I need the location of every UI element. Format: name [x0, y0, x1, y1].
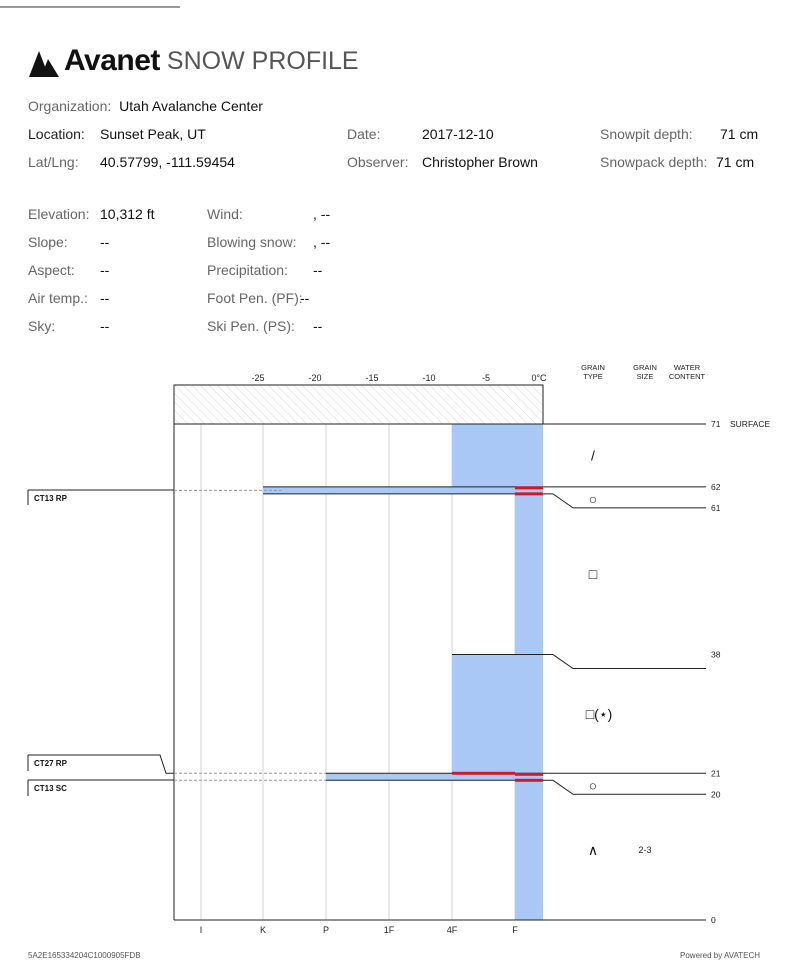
- blowing-snow-label: Blowing snow:: [207, 234, 297, 250]
- sky-label: Sky:: [28, 318, 56, 334]
- ski-pen-value: --: [313, 318, 323, 334]
- weak-layer-marker: [515, 779, 543, 782]
- layer-boundary-connector: [553, 780, 706, 794]
- hardness-axis-label: 1F: [383, 925, 395, 935]
- wind-label: Wind:: [207, 206, 243, 222]
- weak-layer-marker: [515, 492, 543, 495]
- grain-type-symbol: ∧: [587, 842, 599, 859]
- grain-type-symbol: /: [591, 447, 595, 464]
- temp-tick-label: -25: [251, 373, 265, 383]
- latlng-label: Lat/Lng:: [28, 154, 79, 170]
- hatched-header: [174, 385, 543, 424]
- aspect-value: --: [100, 262, 110, 278]
- surface-label: SURFACE: [730, 419, 771, 429]
- hardness-axis-label: P: [322, 925, 330, 935]
- temp-zero-label: 0°C: [531, 373, 547, 383]
- depth-label: 0: [711, 915, 716, 925]
- precipitation-value: --: [313, 262, 323, 278]
- slope-value: --: [100, 234, 110, 250]
- column-header-water-content: CONTENT: [668, 372, 706, 381]
- organization-value: Utah Avalanche Center: [119, 98, 263, 114]
- column-header-grain-type: GRAIN: [581, 363, 605, 372]
- elevation-value: 10,312 ft: [100, 206, 155, 222]
- ski-pen-label: Ski Pen. (PS):: [207, 318, 295, 334]
- organization-field: [28, 98, 263, 114]
- depth-label: 62: [711, 481, 721, 492]
- hardness-axis-label: K: [259, 925, 267, 935]
- grain-type-symbol: ○: [588, 490, 598, 507]
- location-label: Location:: [28, 126, 85, 142]
- date-label: Date:: [347, 126, 381, 142]
- blowing-snow-value: , --: [313, 234, 331, 250]
- temp-tick-label: -5: [481, 373, 491, 383]
- foot-pen-value: --: [300, 290, 310, 306]
- depth-label: 61: [711, 502, 721, 513]
- elevation-label: Elevation:: [28, 206, 90, 222]
- weak-layer-marker: [515, 773, 543, 776]
- logo-brand: Avanet: [64, 44, 160, 77]
- latlng-value: 40.57799, -111.59454: [100, 154, 235, 170]
- location-value: Sunset Peak, UT: [100, 126, 206, 142]
- column-header-water-content: WATER: [673, 363, 701, 372]
- depth-label: 71: [711, 419, 721, 429]
- powered-by: Powered by AVATECH: [680, 951, 761, 960]
- stability-test-label: CT13 SC: [34, 784, 67, 793]
- hardness-bar: [515, 494, 543, 655]
- hardness-bar: [263, 487, 543, 494]
- grain-type-symbol: □: [588, 566, 598, 583]
- profile-id: 5A2E165334204C1000905FDB: [28, 951, 141, 960]
- temp-tick-label: -20: [308, 373, 322, 383]
- observer-value: Christopher Brown: [422, 154, 538, 170]
- column-header-grain-size: GRAIN: [633, 363, 657, 372]
- grain-type-symbol: □(⋆): [585, 705, 613, 722]
- grain-type-symbol: ○: [588, 777, 598, 794]
- hardness-axis-label: F: [512, 925, 518, 935]
- hardness-bar: [452, 424, 543, 487]
- hardness-bar: [452, 655, 543, 774]
- mountain-logo-icon: [28, 50, 60, 78]
- organization-label: Organization:: [28, 98, 112, 114]
- snowpack-depth-value: 71 cm: [716, 154, 755, 170]
- grain-size-label: 2-3: [638, 845, 652, 856]
- aspect-label: Aspect:: [28, 262, 75, 278]
- depth-label: 20: [711, 789, 721, 800]
- hardness-axis-label: 4F: [446, 925, 458, 935]
- air-temp-label: Air temp.:: [28, 290, 88, 306]
- stability-test-label: CT27 RP: [34, 759, 67, 768]
- slope-label: Slope:: [28, 234, 68, 250]
- snowpit-depth-value: 71 cm: [720, 126, 759, 142]
- snowpit-depth-label: Snowpit depth:: [600, 126, 693, 142]
- column-header-grain-type: TYPE: [583, 372, 603, 381]
- wind-value: , --: [313, 206, 331, 222]
- logo: [28, 38, 359, 78]
- layer-boundary-connector: [553, 494, 706, 508]
- temp-tick-label: -10: [422, 373, 436, 383]
- weak-layer-marker: [452, 772, 515, 775]
- top-rule: [0, 6, 180, 8]
- weak-layer-marker: [515, 486, 543, 489]
- logo-product: SNOW PROFILE: [166, 47, 359, 75]
- foot-pen-label: Foot Pen. (PF):: [207, 290, 303, 306]
- sky-value: --: [100, 318, 110, 334]
- snow-profile-chart: [0, 355, 800, 945]
- air-temp-value: --: [100, 290, 110, 306]
- hardness-bar: [515, 780, 543, 920]
- observer-label: Observer:: [347, 154, 409, 170]
- snowpack-depth-label: Snowpack depth:: [600, 154, 708, 170]
- layer-boundary-connector: [553, 655, 706, 669]
- depth-label: 38: [711, 649, 721, 660]
- hardness-axis-label: I: [199, 925, 203, 935]
- date-value: 2017-12-10: [422, 126, 494, 142]
- precipitation-label: Precipitation:: [207, 262, 288, 278]
- temp-tick-label: -15: [365, 373, 379, 383]
- depth-label: 21: [711, 768, 721, 779]
- column-header-grain-size: SIZE: [636, 372, 654, 381]
- stability-test-label: CT13 RP: [34, 494, 67, 503]
